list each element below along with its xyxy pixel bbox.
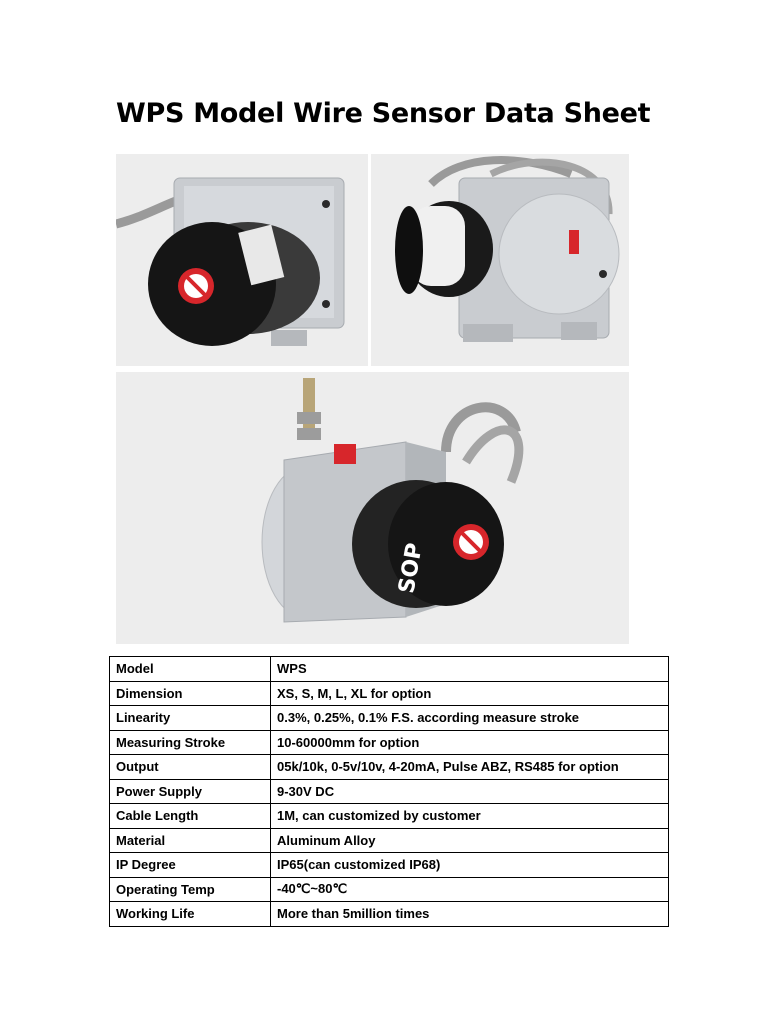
mount-foot [561, 322, 597, 340]
table-row [110, 779, 669, 804]
spec-value: IP65(can customized IP68) [271, 853, 669, 878]
spec-value: 05k/10k, 0-5v/10v, 4-20mA, Pulse ABZ, RS485 for option [271, 755, 669, 780]
spec-key: Working Life [110, 902, 271, 927]
spec-value: XS, S, M, L, XL for option [271, 681, 669, 706]
table-row [110, 755, 669, 780]
screw-icon [599, 270, 607, 278]
spec-value: 1M, can customized by customer [271, 804, 669, 829]
warning-label [569, 230, 579, 254]
wire-sensor-front-illustration [116, 154, 368, 366]
spec-key: Measuring Stroke [110, 730, 271, 755]
spec-key: Material [110, 828, 271, 853]
mount-foot [271, 330, 307, 346]
encoder-cap [395, 206, 423, 294]
table-row [110, 730, 669, 755]
spec-key: Linearity [110, 706, 271, 731]
spec-key: Operating Temp [110, 877, 271, 902]
screw-icon [322, 200, 330, 208]
nut-shape [297, 412, 321, 424]
spec-key: IP Degree [110, 853, 271, 878]
spec-value: 9-30V DC [271, 779, 669, 804]
table-row [110, 877, 669, 902]
spec-value: More than 5million times [271, 902, 669, 927]
spec-table [109, 656, 669, 927]
nut-shape [297, 428, 321, 440]
product-photo-front [116, 154, 368, 366]
spec-value: 0.3%, 0.25%, 0.1% F.S. according measure stroke [271, 706, 669, 731]
spec-value: Aluminum Alloy [271, 828, 669, 853]
page-title: WPS Model Wire Sensor Data Sheet [116, 98, 651, 129]
spec-key: Model [110, 657, 271, 682]
table-row [110, 902, 669, 927]
spec-key: Dimension [110, 681, 271, 706]
spec-value: 10-60000mm for option [271, 730, 669, 755]
table-row [110, 681, 669, 706]
spec-key: Power Supply [110, 779, 271, 804]
spec-key: Cable Length [110, 804, 271, 829]
table-row [110, 657, 669, 682]
product-photo-angle [116, 372, 629, 644]
brand-mark: SOP [394, 541, 428, 596]
wire-sensor-angle-illustration [116, 372, 629, 644]
spec-value: WPS [271, 657, 669, 682]
warning-label [334, 444, 356, 464]
table-row [110, 853, 669, 878]
product-photo-side [371, 154, 629, 366]
spec-key: Output [110, 755, 271, 780]
table-row [110, 804, 669, 829]
wire-sensor-side-illustration [371, 154, 629, 366]
screw-icon [322, 300, 330, 308]
mount-foot [463, 324, 513, 342]
drum-cover [499, 194, 619, 314]
spec-value: -40℃~80℃ [271, 877, 669, 902]
table-row [110, 828, 669, 853]
table-row [110, 706, 669, 731]
